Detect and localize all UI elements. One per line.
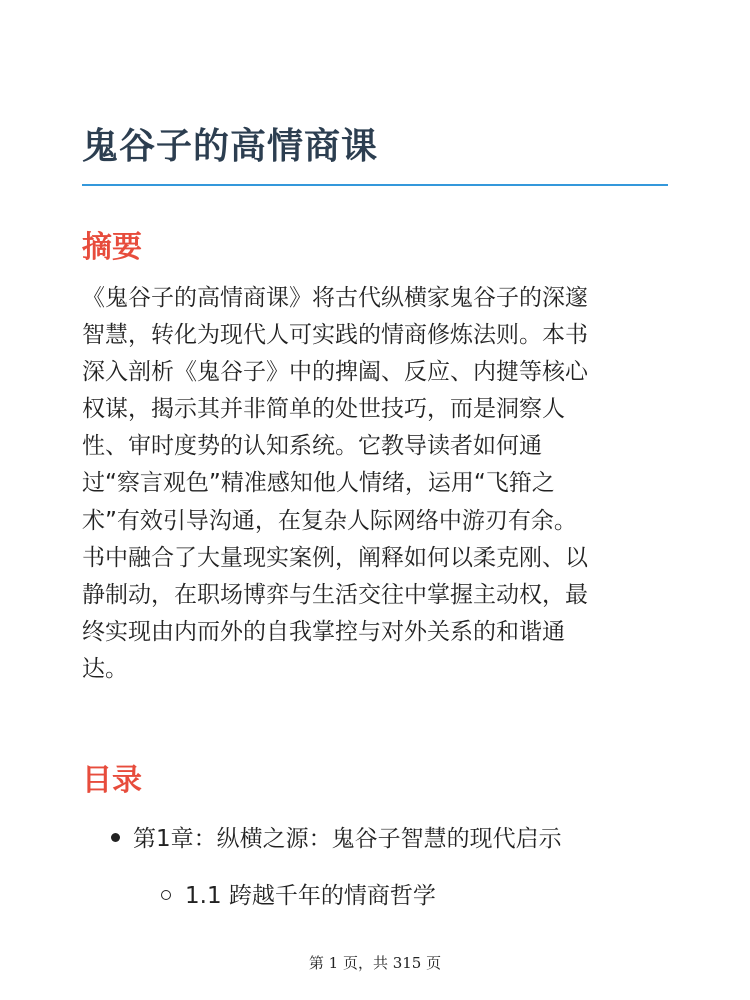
summary-line: 终实现由内而外的自我掌控与对外关系的和谐通: [82, 618, 565, 645]
toc-item-chapter-1[interactable]: [111, 820, 562, 853]
toc-heading: 目录: [82, 763, 142, 798]
title-divider: [82, 184, 668, 186]
bullet-disc-icon: [111, 833, 120, 842]
summary-line: 性、审时度势的认知系统。它教导读者如何通: [82, 433, 542, 460]
toc-item-section-1-1[interactable]: [161, 877, 436, 910]
bullet-circle-icon: [161, 890, 171, 900]
summary-line: 智慧，转化为现代人可实践的情商修炼法则。本书: [82, 322, 588, 349]
summary-line: 静制动，在职场博弈与生活交往中掌握主动权，最: [82, 581, 588, 608]
summary-line: 书中融合了大量现实案例，阐释如何以柔克刚、以: [82, 544, 588, 571]
summary-line: 深入剖析《鬼谷子》中的捭阖、反应、内揵等核心: [82, 359, 588, 386]
summary-paragraph: [82, 280, 672, 688]
summary-line: 过“察言观色”精准感知他人情绪，运用“飞箝之: [82, 470, 555, 497]
summary-line: 达。: [82, 655, 128, 682]
document-title: 鬼谷子的高情商课: [82, 126, 379, 167]
summary-line: 权谋，揭示其并非简单的处世技巧，而是洞察人: [82, 396, 565, 423]
toc-item-label: 1.1 跨越千年的情商哲学: [185, 883, 436, 909]
summary-line: 术”有效引导沟通，在复杂人际网络中游刃有余。: [82, 507, 577, 534]
toc-item-label: 第1章：纵横之源：鬼谷子智慧的现代启示: [133, 826, 562, 852]
page-number-footer: 第 1 页，共 315 页: [308, 954, 442, 972]
summary-heading: 摘要: [82, 230, 142, 265]
summary-line: 《鬼谷子的高情商课》将古代纵横家鬼谷子的深邃: [82, 285, 588, 311]
